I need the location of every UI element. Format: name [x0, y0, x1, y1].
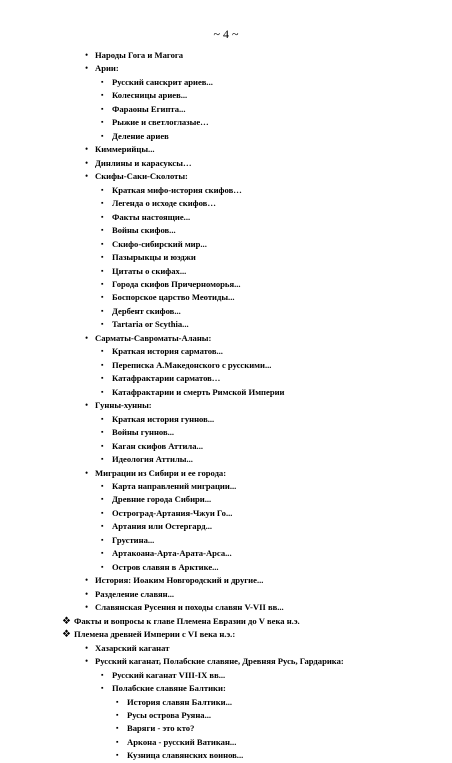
- disc-bullet-icon: •: [85, 400, 89, 411]
- toc-item-label: Войны скифов...: [112, 225, 176, 236]
- toc-item: [0, 440, 452, 453]
- toc-item: [0, 386, 452, 399]
- toc-item: [0, 291, 452, 304]
- toc-item-label: Фараоны Египта...: [112, 103, 186, 114]
- disc-bullet-icon: •: [85, 467, 89, 478]
- square-bullet-icon: ▪: [101, 428, 104, 437]
- diamond-bullet-icon: ❖: [62, 629, 71, 641]
- square-bullet-icon: ▪: [101, 279, 104, 288]
- toc-item-label: Остров славян в Арктике...: [112, 561, 219, 572]
- toc-item-label: Катафрактарии сарматов…: [112, 373, 221, 384]
- toc-item-label: Древние города Сибири...: [112, 494, 212, 505]
- toc-item-label: Цитаты о скифах...: [112, 265, 187, 276]
- toc-item-label: Города скифов Причерноморья...: [112, 278, 241, 289]
- toc-item: [0, 722, 452, 735]
- square-bullet-icon: ▪: [101, 293, 104, 302]
- toc-item: [0, 574, 452, 587]
- toc-item: [0, 480, 452, 493]
- toc-item: [0, 413, 452, 426]
- toc-item: [0, 669, 452, 682]
- toc-item: [0, 62, 452, 75]
- toc-item-label: Славянская Русения и походы славян V-VII вв...: [95, 602, 284, 613]
- toc-item-label: Карта направлений миграции...: [112, 481, 237, 491]
- toc-item-label: Русский каганат VIII-IX вв...: [112, 669, 226, 680]
- toc-item-label: Арии:: [95, 63, 119, 74]
- toc-item-label: Остроград-Артания-Чжуи Го...: [112, 507, 233, 518]
- toc-item-label: Варяги - это кто?: [127, 723, 195, 734]
- toc-item-label: Грустина...: [112, 534, 155, 545]
- square-bullet-icon: ▪: [101, 253, 104, 262]
- toc-item-label: Боспорское царство Меотиды...: [112, 292, 235, 303]
- toc-item-label: Факты настоящие...: [112, 211, 191, 222]
- disc-bullet-icon: •: [85, 602, 89, 613]
- toc-item: [0, 170, 452, 183]
- toc-item-label: Сарматы-Савроматы-Аланы:: [95, 332, 212, 343]
- disc-bullet-icon: •: [85, 656, 89, 667]
- square-bullet-icon: ▪: [101, 212, 104, 221]
- toc-item-label: Гунны-хунны:: [95, 400, 152, 411]
- disc-bullet-icon: •: [85, 642, 89, 653]
- toc-item: [0, 197, 452, 210]
- toc-item-label: Пазырыкцы и юэджи: [112, 252, 196, 263]
- toc-item: [0, 520, 452, 533]
- square-bullet-icon: ▪: [101, 549, 104, 558]
- toc-item: [0, 345, 452, 358]
- square-bullet-icon: ▪: [116, 697, 119, 706]
- square-bullet-icon: ▪: [101, 131, 104, 140]
- toc-item-label: Идеология Аттилы...: [112, 454, 193, 465]
- toc-item-label: История славян Балтики...: [127, 696, 233, 707]
- disc-bullet-icon: •: [85, 588, 89, 599]
- page-number: ~ 4 ~: [213, 27, 239, 41]
- toc-item: [0, 305, 452, 318]
- toc-item-label: Легенда о исходе скифов…: [112, 198, 216, 209]
- toc-item: [0, 116, 452, 129]
- square-bullet-icon: ▪: [101, 104, 104, 113]
- toc-item: [0, 507, 452, 520]
- toc-item: [0, 211, 452, 224]
- square-bullet-icon: ▪: [101, 387, 104, 396]
- toc-item: [0, 709, 452, 722]
- toc-item: [0, 399, 452, 412]
- toc-item-label: Факты и вопросы к главе Племена Евразии до V века н.э.: [74, 615, 300, 626]
- toc-item-label: Русы острова Руяна...: [127, 709, 212, 720]
- toc-item-label: Дербент скифов...: [112, 305, 181, 316]
- square-bullet-icon: ▪: [101, 199, 104, 208]
- diamond-bullet-icon: ❖: [62, 615, 71, 627]
- toc-item: [0, 696, 452, 709]
- toc-item-label: Переписка А.Македонского с русскими...: [112, 359, 272, 370]
- square-bullet-icon: ▪: [101, 670, 104, 679]
- toc-item-label: Артания или Остергард...: [112, 521, 213, 532]
- disc-bullet-icon: •: [85, 157, 89, 168]
- toc-item: [0, 359, 452, 372]
- toc-item: [0, 318, 452, 331]
- toc-item: [0, 615, 452, 628]
- square-bullet-icon: ▪: [101, 185, 104, 194]
- square-bullet-icon: ▪: [101, 522, 104, 531]
- toc-item: [0, 736, 452, 749]
- square-bullet-icon: ▪: [101, 441, 104, 450]
- toc-item: [0, 49, 452, 62]
- toc-item: [0, 238, 452, 251]
- disc-bullet-icon: •: [85, 171, 89, 182]
- toc-item: [0, 89, 452, 102]
- toc-item: [0, 547, 452, 560]
- toc-item: [0, 467, 452, 480]
- toc-item: [0, 251, 452, 264]
- toc-item: [0, 76, 452, 89]
- toc-item-label: Рыжие и светлоглазые…: [112, 117, 209, 128]
- toc-item-label: Краткая мифо-история скифов…: [112, 184, 242, 195]
- toc-item: [0, 372, 452, 385]
- toc-item: [0, 184, 452, 197]
- toc-item-label: Краткая история гуннов...: [112, 413, 215, 424]
- square-bullet-icon: ▪: [101, 508, 104, 517]
- toc-item: [0, 749, 452, 762]
- toc-item-label: Скифы-Саки-Сколоты:: [95, 171, 188, 182]
- square-bullet-icon: ▪: [101, 535, 104, 544]
- square-bullet-icon: ▪: [101, 77, 104, 86]
- square-bullet-icon: ▪: [101, 455, 104, 464]
- toc-item: [0, 601, 452, 614]
- toc-item-label: Полабские славяне Балтики:: [112, 683, 226, 694]
- toc-item-label: Динлины и карасуксы…: [95, 157, 192, 168]
- square-bullet-icon: ▪: [101, 482, 104, 490]
- toc-item: [0, 224, 452, 237]
- disc-bullet-icon: •: [85, 575, 89, 586]
- square-bullet-icon: ▪: [101, 91, 104, 100]
- square-bullet-icon: ▪: [116, 751, 119, 760]
- disc-bullet-icon: •: [85, 332, 89, 343]
- toc-item-label: Tartaria or Scythia...: [112, 319, 189, 330]
- square-bullet-icon: ▪: [101, 562, 104, 571]
- square-bullet-icon: ▪: [116, 710, 119, 719]
- toc-item-label: Артакоана-Арта-Арата-Арса...: [112, 548, 232, 559]
- toc-item-label: История: Иоаким Новгородский и другие...: [95, 575, 264, 586]
- toc-item: [0, 130, 452, 143]
- square-bullet-icon: ▪: [101, 374, 104, 383]
- square-bullet-icon: ▪: [116, 737, 119, 746]
- square-bullet-icon: ▪: [101, 239, 104, 248]
- square-bullet-icon: ▪: [101, 118, 104, 127]
- toc-item: [0, 642, 452, 655]
- toc-item-label: Аркона - русский Ватикан...: [127, 736, 237, 747]
- disc-bullet-icon: •: [85, 50, 89, 60]
- toc-item: [0, 453, 452, 466]
- toc-item-label: Катафрактарии и смерть Римской Империи: [112, 386, 285, 397]
- square-bullet-icon: ▪: [101, 684, 104, 693]
- square-bullet-icon: ▪: [101, 360, 104, 369]
- toc-item-label: Миграции из Сибири и ее города:: [95, 467, 227, 478]
- toc-item: [0, 682, 452, 695]
- toc-item: [0, 278, 452, 291]
- toc-item: [0, 332, 452, 345]
- square-bullet-icon: ▪: [101, 347, 104, 356]
- toc-item-label: Киммерийцы...: [95, 144, 155, 155]
- toc-item: [0, 103, 452, 116]
- toc-item-label: Колесницы ариев...: [112, 90, 188, 101]
- square-bullet-icon: ▪: [101, 306, 104, 315]
- toc-item-label: Деление ариев: [112, 130, 169, 141]
- toc-item: [0, 534, 452, 547]
- square-bullet-icon: ▪: [101, 266, 104, 275]
- toc-item-label: Русский каганат, Полабские славяне, Древняя Русь, Гардарика:: [95, 656, 344, 667]
- toc-item: [0, 655, 452, 668]
- toc-item: [0, 265, 452, 278]
- square-bullet-icon: ▪: [101, 226, 104, 235]
- toc-item: [0, 588, 452, 601]
- toc-item-label: Народы Гога и Магога: [95, 50, 184, 60]
- square-bullet-icon: ▪: [101, 320, 104, 329]
- disc-bullet-icon: •: [85, 144, 89, 155]
- toc-item: [0, 157, 452, 170]
- toc-item-label: Краткая история сарматов...: [112, 346, 223, 357]
- toc-item-label: Племена древней Империи с VI века н.э.:: [74, 629, 236, 640]
- square-bullet-icon: ▪: [101, 414, 104, 423]
- toc-item: [0, 493, 452, 506]
- toc-item: [0, 143, 452, 156]
- toc-item: [0, 426, 452, 439]
- table-of-contents: [0, 49, 452, 763]
- square-bullet-icon: ▪: [116, 724, 119, 733]
- toc-item-label: Разделение славян...: [95, 588, 175, 599]
- toc-item: [0, 561, 452, 574]
- toc-item-label: Каган скифов Аттила...: [112, 440, 203, 451]
- toc-item-label: Войны гуннов...: [112, 427, 175, 438]
- square-bullet-icon: ▪: [101, 495, 104, 504]
- toc-item-label: Хазарский каганат: [95, 642, 170, 653]
- disc-bullet-icon: •: [85, 63, 89, 74]
- toc-item-label: Русский санскрит ариев...: [112, 76, 213, 87]
- toc-item-label: Скифо-сибирский мир...: [112, 238, 207, 249]
- toc-item-label: Кузница славянских воинов...: [127, 750, 244, 761]
